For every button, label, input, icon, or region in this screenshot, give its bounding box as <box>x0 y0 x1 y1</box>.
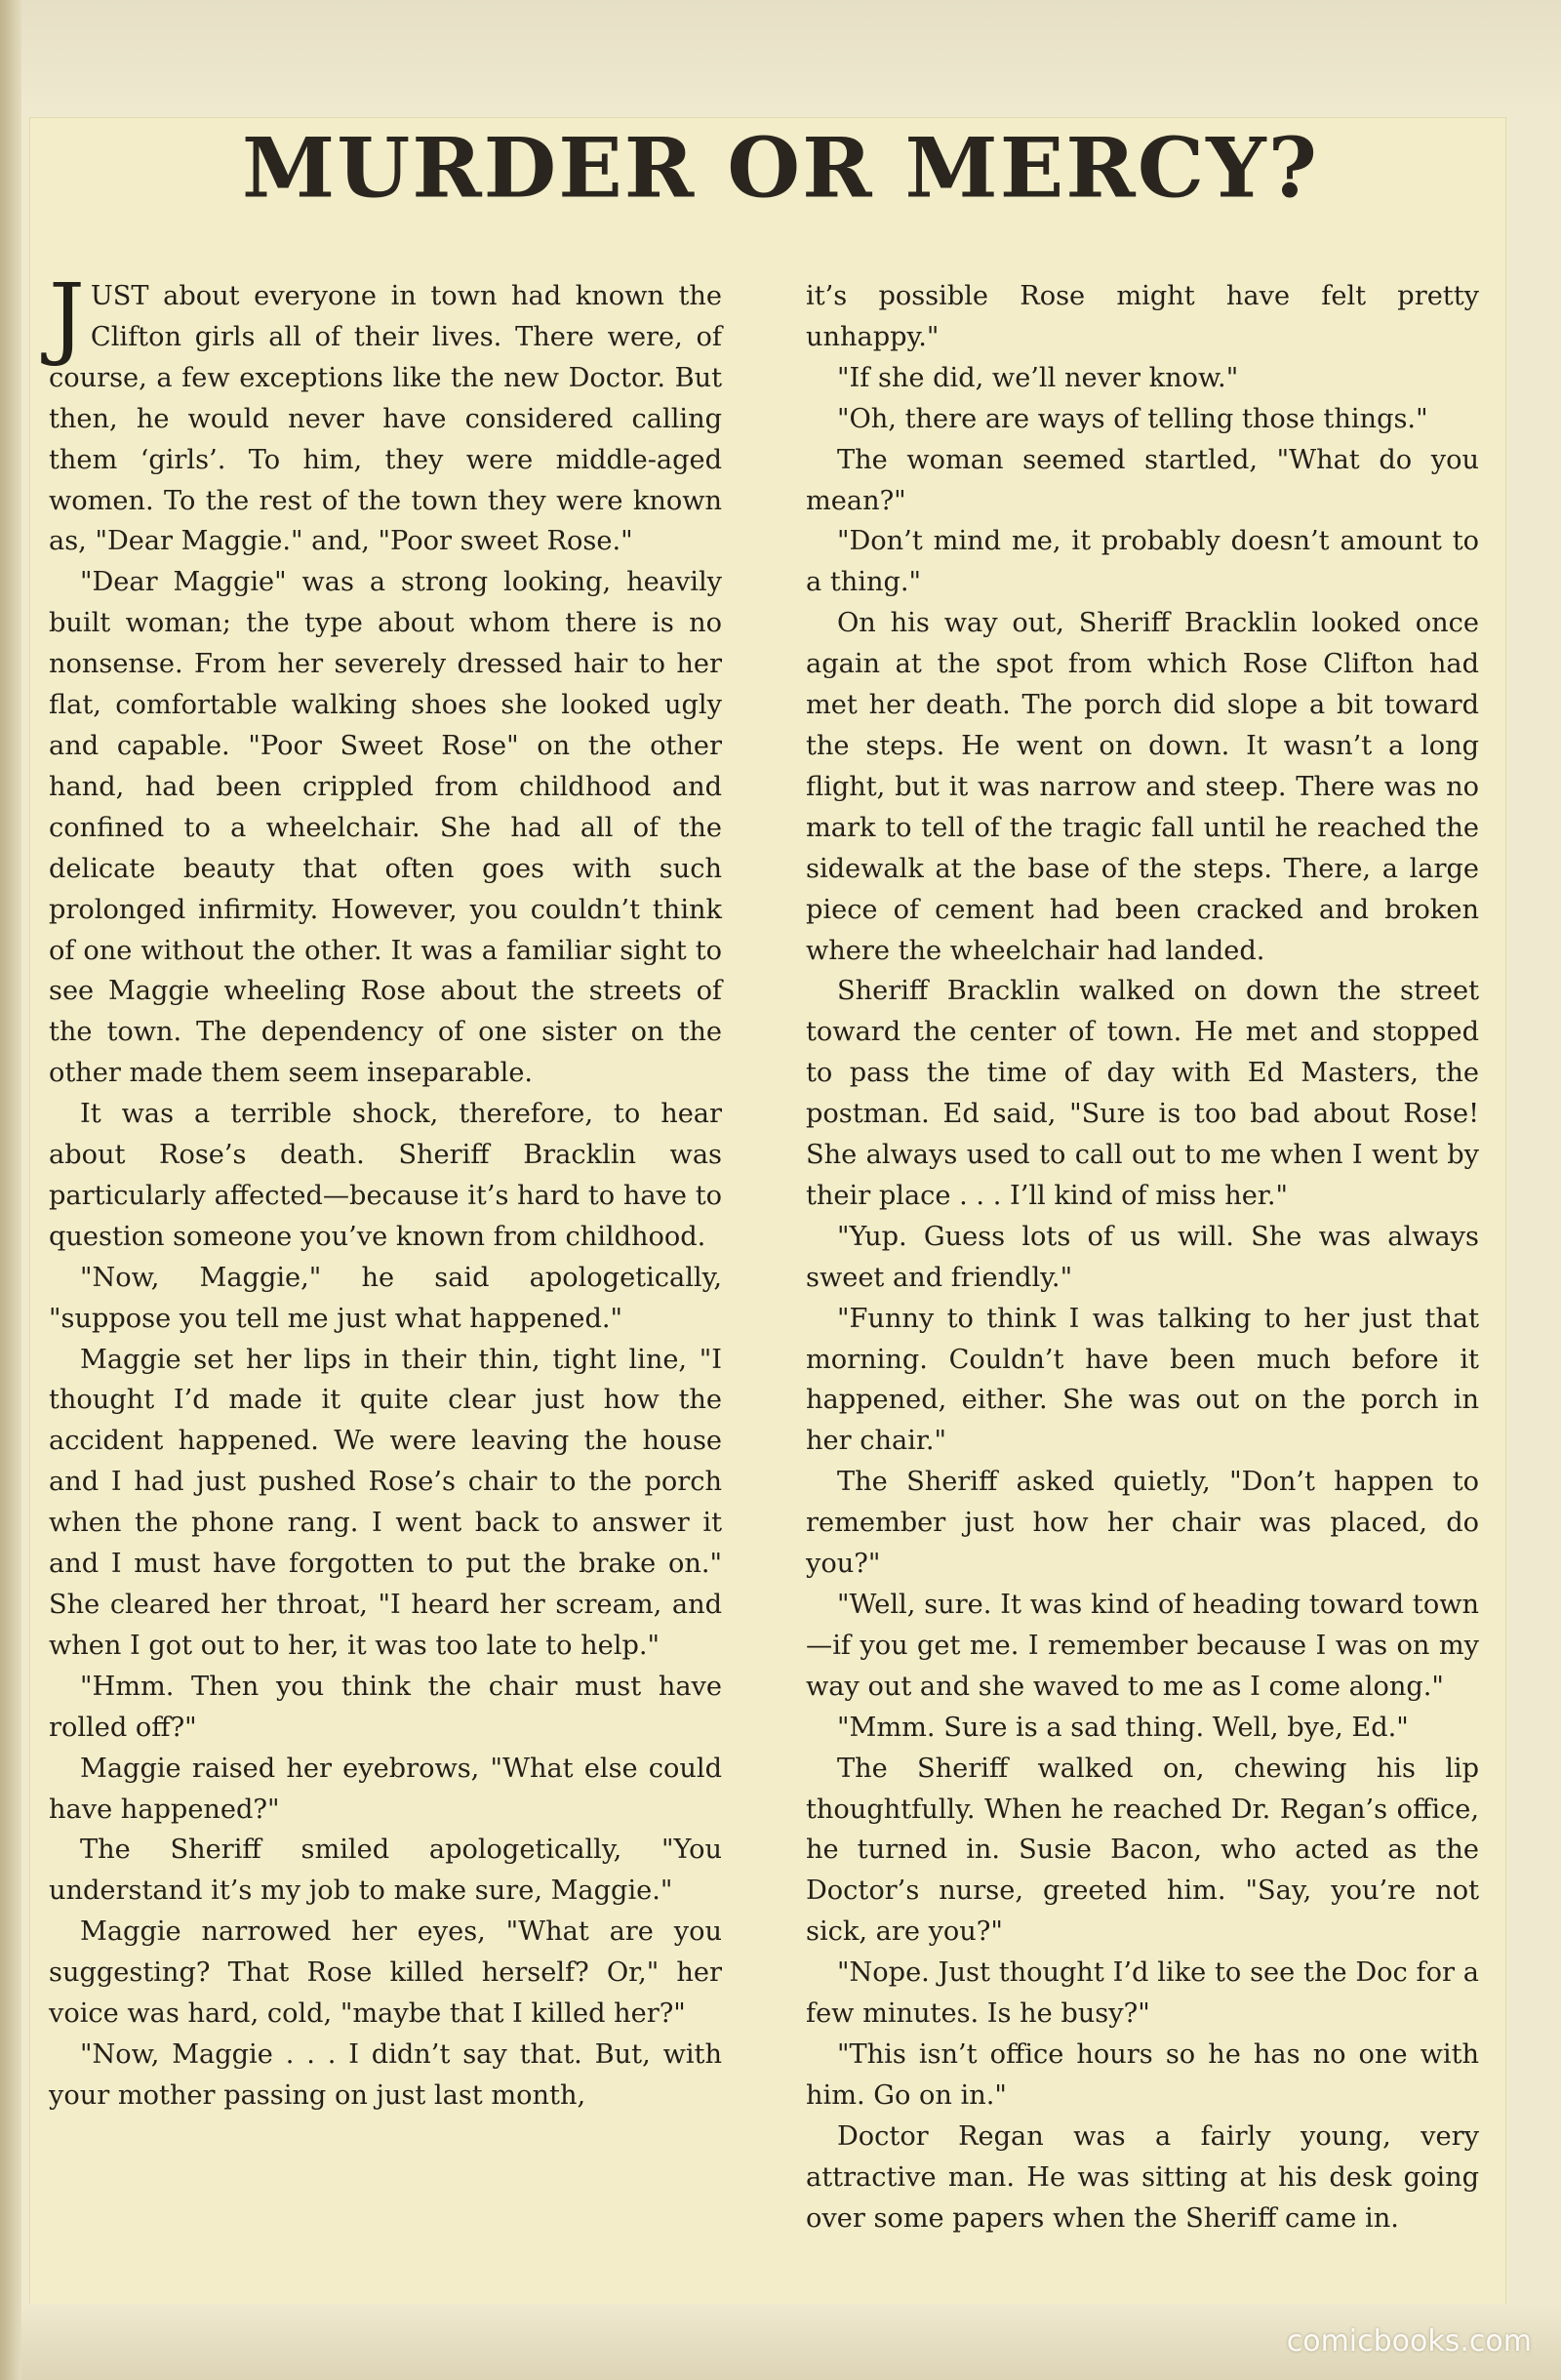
paragraph: It was a terrible shock, therefore, to hear about Rose’s death. Sheriff Bracklin was particularly affected—because it’s hard to have to question someone you’ve known from childhood. <box>49 1099 722 1252</box>
paragraph: "Hmm. Then you think the chair must have rolled off?" <box>49 1671 722 1743</box>
paragraph: "Mmm. Sure is a sad thing. Well, bye, Ed." <box>837 1712 1409 1743</box>
paragraph: The woman seemed startled, "What do you mean?" <box>806 444 1479 516</box>
paragraph: Maggie set her lips in their thin, tight line, "I thought I’d made it quite clear just how the accident happened. We were leaving the house and I had just pushed Rose’s chair to the porch when the phone rang. I went back to answer it and I must have forgotten to put the brake on." She cleared her throat, "I heard her scream, and when I got out to her, it was too late to help." <box>49 1344 722 1661</box>
paragraph: Doctor Regan was a fairly young, very attractive man. He was sitting at his desk going over some papers when the Sheriff came in. <box>806 2120 1479 2234</box>
paragraph: "Now, Maggie . . . I didn’t say that. But, with your mother passing on just last month, <box>49 2038 722 2111</box>
paragraph: "Well, sure. It was kind of heading toward town—if you get me. I remember because I was on my way out and she waved to me as I come along." <box>806 1590 1479 1702</box>
opening-paragraph <box>49 264 722 562</box>
paragraph: "Now, Maggie," he said apologetically, "suppose you tell me just what happened." <box>49 1262 722 1334</box>
paragraph: The Sheriff smiled apologetically, "You understand it’s my job to make sure, Maggie." <box>49 1835 722 1907</box>
opening-paragraph-text: UST about everyone in town had known the Clifton girls all of their lives. There were, of course, a few exceptions like the new Doctor. But then, he would never have considered calling them ‘girls’. To him, they were middle-aged women. To the rest of the town they were known as, "Dear Maggie." and, "Poor sweet Rose." <box>49 281 722 557</box>
paragraph: "This isn’t office hours so he has no one with him. Go on in." <box>806 2038 1479 2111</box>
drop-cap: J <box>49 264 85 369</box>
top-margin <box>21 0 1561 115</box>
site-watermark: comicbooks.com <box>1286 2324 1532 2359</box>
paragraph: "Funny to think I was talking to her just that morning. Couldn’t have been much before it happened, either. She was out on the porch in her chair." <box>806 1303 1479 1457</box>
paragraph: "Oh, there are ways of telling those things." <box>837 403 1428 434</box>
paragraph: On his way out, Sheriff Bracklin looked once again at the spot from which Rose Clifton had met her death. The porch did slope a bit toward the steps. He went on down. It wasn’t a long flight, but it was narrow and steep. There was no mark to tell of the tragic fall until he reached the sidewalk at the base of the steps. There, a large piece of cement had been cracked and broken where the wheelchair had landed. <box>806 608 1479 966</box>
paragraph: The Sheriff asked quietly, "Don’t happen to remember just how her chair was placed, do you?" <box>806 1467 1479 1580</box>
paragraph: "If she did, we’ll never know." <box>837 362 1239 393</box>
paragraph: "Yup. Guess lots of us will. She was always sweet and friendly." <box>806 1221 1479 1293</box>
continued-paragraph: it’s possible Rose might have felt pretty unhappy." <box>806 281 1479 352</box>
paragraph: "Nope. Just thought I’d like to see the Doc for a few minutes. Is he busy?" <box>806 1957 1479 2030</box>
story-title: MURDER OR MERCY? <box>242 120 1319 217</box>
paragraph: "Dear Maggie" was a strong looking, heavily built woman; the type about whom there is no nonsense. From her severely dressed hair to her flat, comfortable walking shoes she looked ugly and capable. "Poor Sweet Rose" on the other hand, had been crippled from childhood and confined to a wheelchair. She had all of the delicate beauty that often goes with such prolonged infirmity. However, you couldn’t think of one without the other. It was a familiar sight to see Maggie wheeling Rose about the streets of the town. The dependency of one sister on the other made them seem inseparable. <box>49 567 722 1089</box>
left-column <box>49 264 722 2117</box>
paragraph: Sheriff Bracklin walked on down the street toward the center of town. He met and stopped to pass the time of day with Ed Masters, the postman. Ed said, "Sure is too bad about Rose! She always used to call out to me when I went by their place . . . I’ll kind of miss her." <box>806 976 1479 1211</box>
right-column <box>806 276 1479 2239</box>
paragraph: Maggie narrowed her eyes, "What are you suggesting? That Rose killed herself? Or," her voice was hard, cold, "maybe that I killed her?" <box>49 1916 722 2030</box>
paragraph: "Don’t mind me, it probably doesn’t amount to a thing." <box>806 526 1479 598</box>
paragraph: Maggie raised her eyebrows, "What else could have happened?" <box>49 1753 722 1825</box>
page-binding-edge <box>0 0 21 2380</box>
paragraph: The Sheriff walked on, chewing his lip thoughtfully. When he reached Dr. Regan’s office, he turned in. Susie Bacon, who acted as the Doctor’s nurse, greeted him. "Say, you’re not sick, are you?" <box>806 1753 1479 1948</box>
